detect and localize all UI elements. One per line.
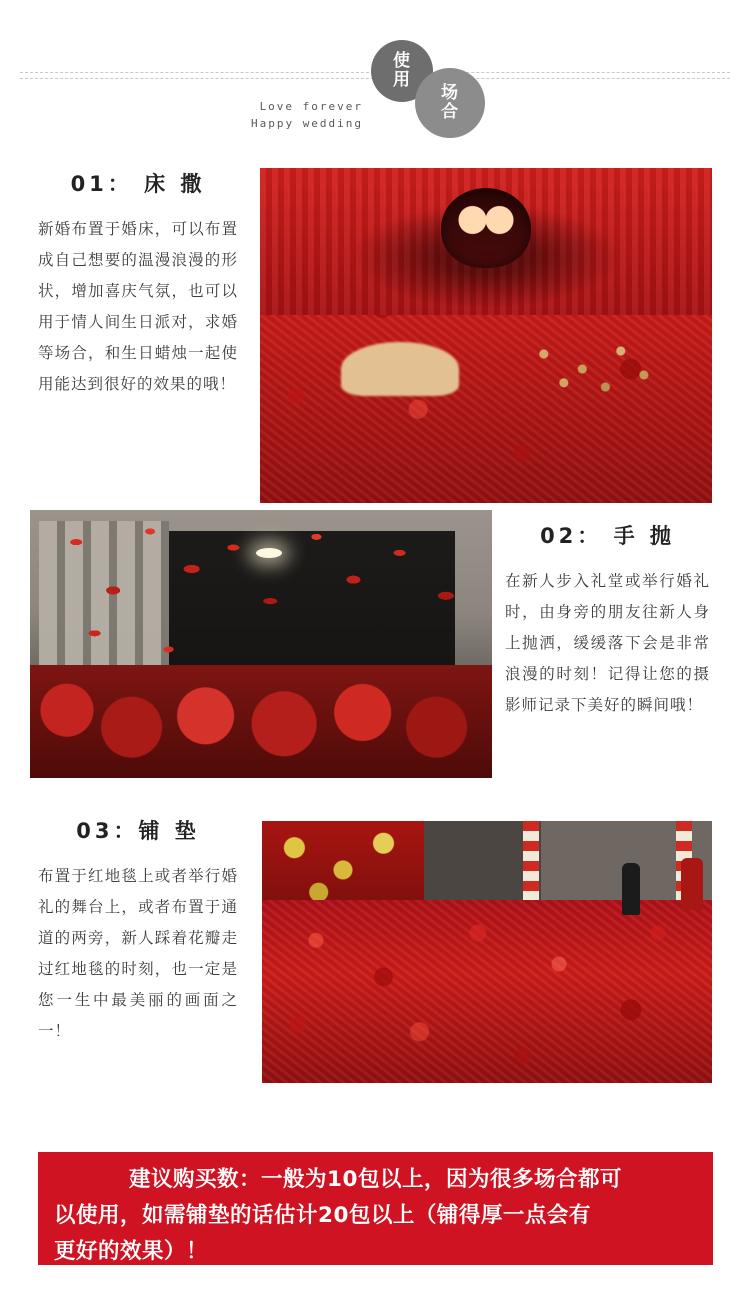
- bean-decor: [513, 336, 667, 396]
- page-header: [0, 0, 750, 160]
- standing-bride: [681, 858, 703, 910]
- header-circle-char-he: 合: [441, 102, 460, 122]
- header-circle-badge-secondary: [415, 68, 485, 138]
- section-1-title: 01： 床 撒: [70, 172, 206, 196]
- heart-shape-decor: [341, 342, 459, 396]
- header-circle-badges: [371, 40, 503, 144]
- header-badge-group: [0, 40, 750, 144]
- section-hand-throw: [0, 510, 750, 805]
- header-circle-char-shi: 使: [393, 51, 412, 71]
- section-2-title: 02： 手 抛: [540, 524, 675, 548]
- header-english-line-2: Happy wedding: [250, 117, 364, 130]
- flower-wall: [262, 821, 424, 910]
- section-3-text-block: [38, 815, 238, 1047]
- section-3-photo-art: [262, 821, 712, 1083]
- section-2-photo-art: [30, 510, 492, 778]
- banner-line-3: 更好的效果）！: [54, 1239, 209, 1264]
- header-english-text: [247, 98, 367, 132]
- header-circle-char-yong: 用: [393, 70, 412, 90]
- standing-guard: [622, 863, 640, 915]
- section-1-photo: [260, 168, 712, 503]
- section-2-body: 在新人步入礼堂或举行婚礼时，由身旁的朋友往新人身上抛洒，缓缓落下会是非常浪漫的时刻！记得让您的摄影师记录下美好的瞬间哦！: [505, 572, 710, 714]
- crowd-of-guests: [30, 665, 492, 778]
- banner-line-1: 建议购买数：一般为10包以上，因为很多场合都可: [129, 1167, 622, 1192]
- header-english-line-1: Love forever: [259, 100, 364, 113]
- header-circle-char-chang: 场: [441, 83, 460, 103]
- section-1-text-block: [38, 168, 238, 400]
- barrier-pole-left: [523, 821, 539, 910]
- section-2-photo: [30, 510, 492, 778]
- section-1-body: 新婚布置于婚床，可以布置成自己想要的温漫浪漫的形状，增加喜庆气氛，也可以用于情人间生日派对，求婚等场合，和生日蜡烛一起使用能达到很好的效果的哦！: [38, 220, 238, 393]
- section-1-photo-art: [260, 168, 712, 503]
- section-bed-scatter: [0, 160, 750, 510]
- purchase-advice-banner: [38, 1152, 713, 1265]
- banner-line-2: 以使用，如需铺垫的话估计20包以上（铺得厚一点会有: [54, 1203, 591, 1228]
- section-3-body: 布置于红地毯上或者举行婚礼的舞台上，或者布置于通道的两旁，新人踩着花瓣走过红地毯的时刻，也一定是您一生中最美丽的画面之一！: [38, 867, 238, 1040]
- section-2-text-block: [505, 520, 710, 721]
- petal-carpet-texture: [262, 900, 712, 1083]
- section-aisle-paving: [0, 805, 750, 1100]
- section-3-title: 03：铺 垫: [76, 819, 200, 843]
- section-3-photo: [262, 821, 712, 1083]
- wedding-doll: [441, 188, 531, 268]
